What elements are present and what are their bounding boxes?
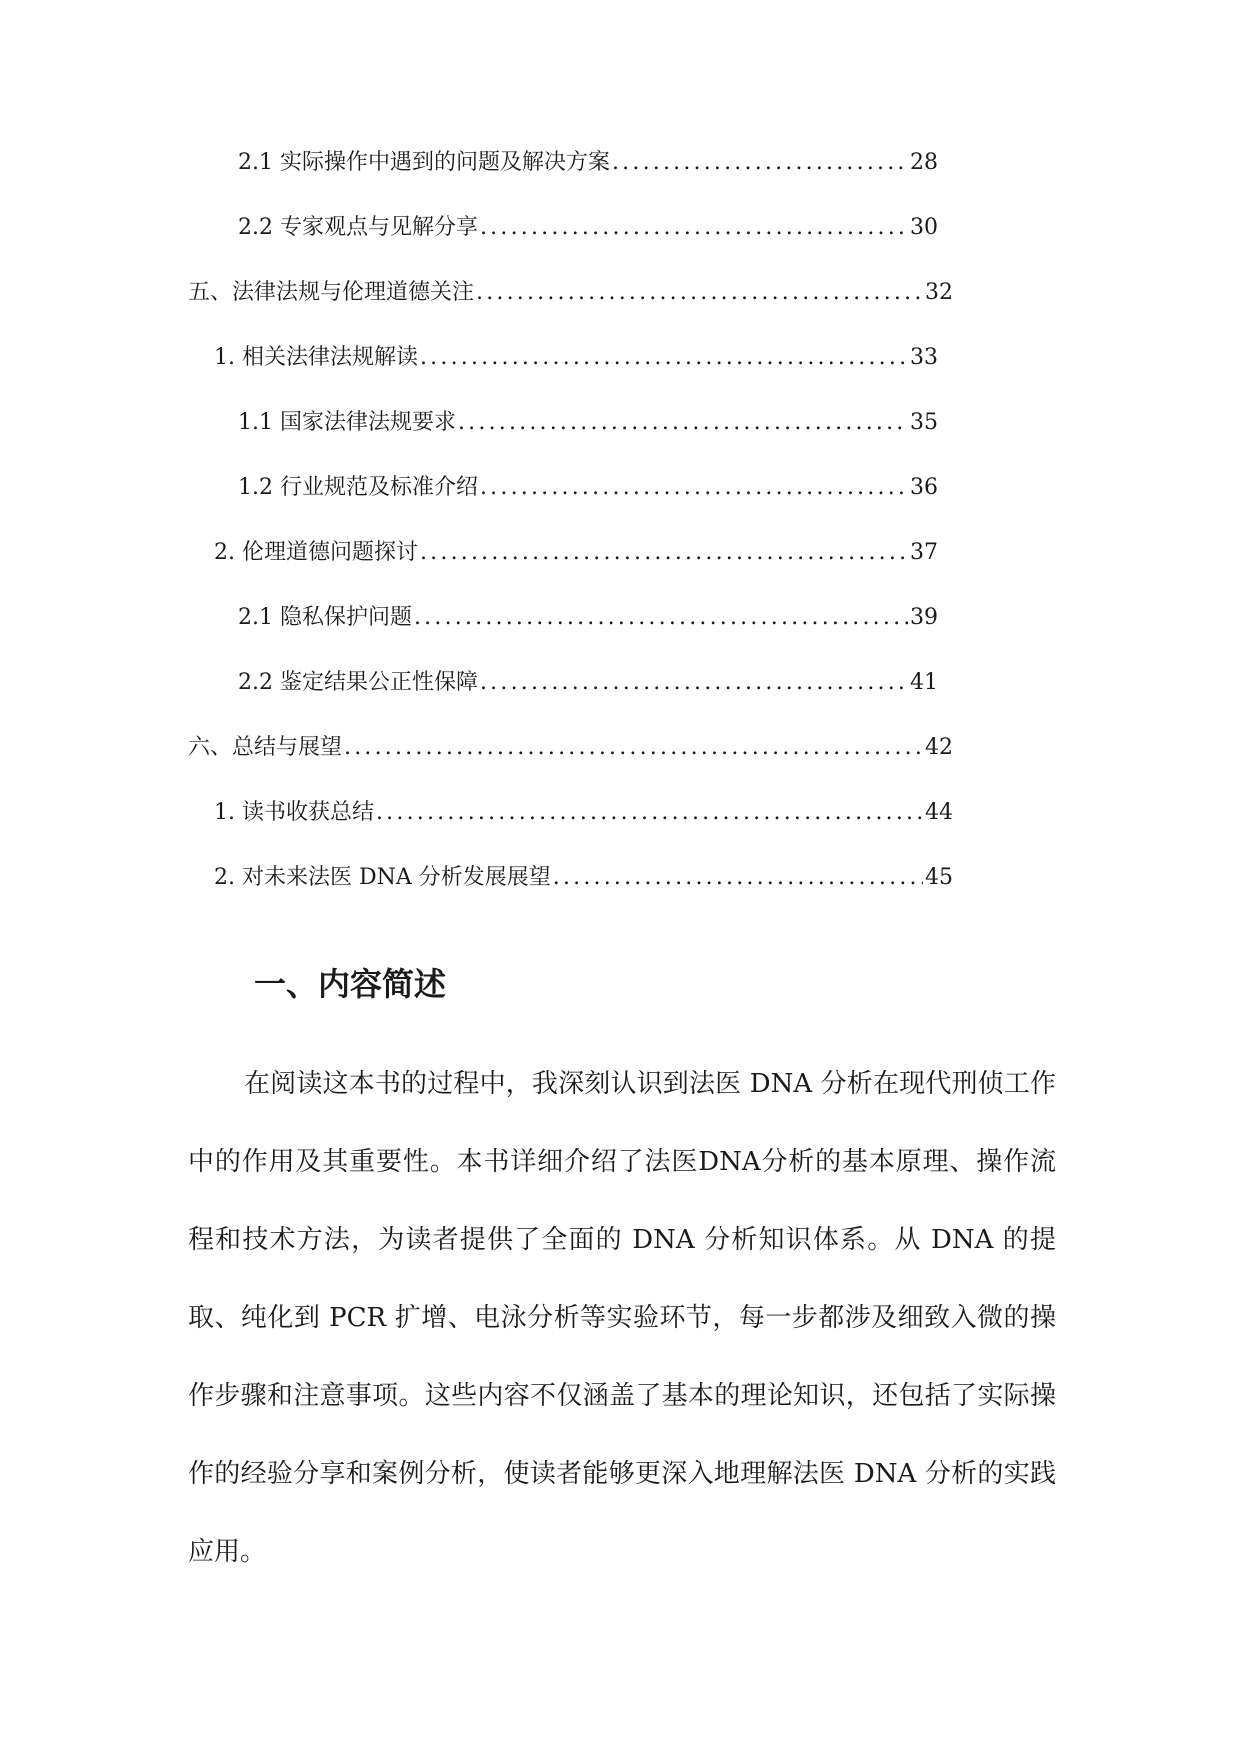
toc-dot-leader <box>458 408 908 438</box>
toc-dot-leader <box>414 603 908 633</box>
toc-entry[interactable] <box>214 538 938 568</box>
toc-dot-leader <box>376 798 923 828</box>
toc-page-number: 45 <box>925 865 953 890</box>
toc-entry[interactable] <box>188 733 953 763</box>
toc-dot-leader <box>344 733 923 763</box>
toc-entry-label: 2.1 实际操作中遇到的问题及解决方案 <box>238 150 610 175</box>
toc-dot-leader <box>420 343 908 373</box>
toc-entry[interactable] <box>238 668 938 698</box>
toc-page-number: 32 <box>925 280 953 305</box>
toc-entry-label: 2. 对未来法医 DNA 分析发展展望 <box>214 865 551 890</box>
toc-page-number: 30 <box>910 215 938 240</box>
toc-entry-label: 1.2 行业规范及标准介绍 <box>238 475 478 500</box>
toc-dot-leader <box>480 473 908 503</box>
toc-entry[interactable] <box>214 863 953 893</box>
toc-page-number: 35 <box>910 410 938 435</box>
toc-page-number: 44 <box>925 800 953 825</box>
toc-entry[interactable] <box>214 798 953 828</box>
toc-dot-leader <box>476 278 923 308</box>
toc-page-number: 41 <box>910 670 938 695</box>
toc-entry[interactable] <box>238 603 938 633</box>
toc-dot-leader <box>420 538 908 568</box>
toc-page-number: 28 <box>910 150 938 175</box>
toc-entry[interactable] <box>238 148 938 178</box>
toc-dot-leader <box>553 863 923 893</box>
toc-entry[interactable] <box>214 343 938 373</box>
toc-entry[interactable] <box>238 408 938 438</box>
toc-page-number: 39 <box>910 605 938 630</box>
toc-entry-label: 2.2 鉴定结果公正性保障 <box>238 670 478 695</box>
section-paragraph: 在阅读这本书的过程中，我深刻认识到法医 DNA 分析在现代刑侦工作中的作用及其重要性。本书详细介绍了法医DNA分析的基本原理、操作流程和技术方法，为读者提供了全面的 DNA 分析知识体系。从 DNA 的提取、纯化到 PCR 扩增、电泳分析等实验环节，每一步都涉及细致入微的操作步骤和注意事项。这些内容不仅涵盖了基本的理论知识，还包括了实际操作的经验分享和案例分析，使读者能够更深入地理解法医 DNA 分析的实践应用。 <box>188 1069 1056 1567</box>
toc-dot-leader <box>480 668 908 698</box>
toc-entry[interactable] <box>238 213 938 243</box>
toc-entry-label: 2.1 隐私保护问题 <box>238 605 412 630</box>
toc-page-number: 42 <box>925 735 953 760</box>
toc-dot-leader <box>480 213 908 243</box>
toc-entry[interactable] <box>188 278 953 308</box>
toc-entry-label: 六、总结与展望 <box>188 735 343 760</box>
toc-page-number: 36 <box>910 475 938 500</box>
toc-page-number: 37 <box>910 540 938 565</box>
toc-dot-leader <box>612 148 908 178</box>
toc-entry[interactable] <box>238 473 938 503</box>
toc-entry-label: 1. 读书收获总结 <box>214 800 374 825</box>
toc-entry-label: 五、法律法规与伦理道德关注 <box>188 280 475 305</box>
toc-entry-label: 2. 伦理道德问题探讨 <box>214 540 418 565</box>
toc-page-number: 33 <box>910 345 938 370</box>
toc-entry-label: 2.2 专家观点与见解分享 <box>238 215 478 240</box>
toc-entry-label: 1.1 国家法律法规要求 <box>238 410 456 435</box>
section-heading: 一、内容简述 <box>254 965 447 1003</box>
toc-entry-label: 1. 相关法律法规解读 <box>214 345 418 370</box>
